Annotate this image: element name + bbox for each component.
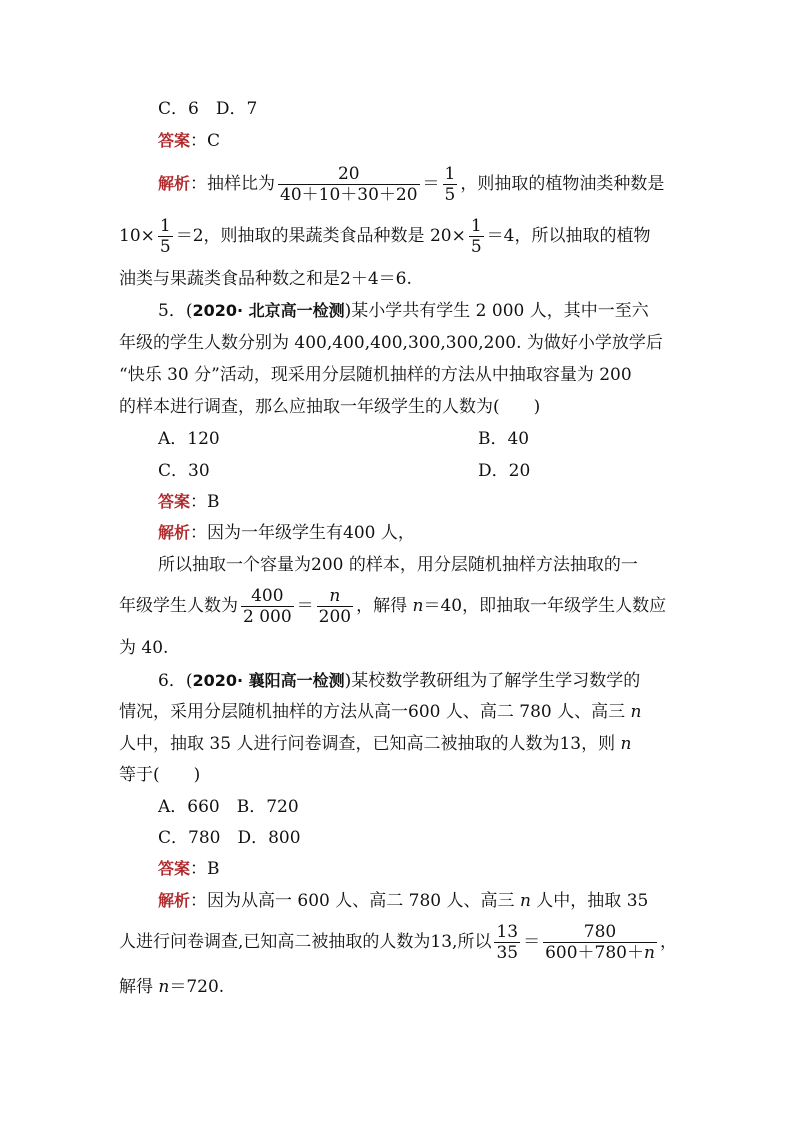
analysis-label: 解析	[158, 523, 191, 542]
q4-answer-line: 答案：C	[158, 131, 221, 151]
fraction: $\frac{780}{600+780+n}$	[545, 922, 655, 963]
q5-option-d: D．20	[478, 461, 531, 481]
q5-analysis-line-4: 为 40.	[119, 638, 169, 658]
answer-label: 答案	[158, 859, 191, 878]
q6-options-cd: C．780 D．800	[158, 828, 301, 848]
analysis-label: 解析	[158, 891, 191, 910]
q5-analysis-line-3: 年级学生人数为 $\frac{400}{2 000}$ ＝ $\frac{n}{200}$ ，解得 n＝40，即抽取一年级学生人数应	[119, 586, 667, 627]
answer-value: B	[207, 492, 220, 512]
q6-stem-line-3: 人中，抽取 35 人进行问卷调查，已知高二被抽取的人数为13，则 n	[119, 734, 632, 754]
q5-option-a: A．120	[158, 429, 220, 449]
fraction: $\frac{400}{2 000}$	[243, 586, 292, 627]
q6-stem-line-1: 6．(2020· 襄阳高一检测)某校数学教研组为了解学生学习数学的	[158, 671, 641, 691]
q6-analysis-line-2: 人进行问卷调查,已知高二被抽取的人数为13,所以 $\frac{13}{35}$ ＝ $\frac{780}{600+780+n}$ ，	[119, 922, 677, 963]
q4-analysis-line-3: 油类与果蔬类食品种数之和是2＋4＝6.	[119, 269, 412, 289]
fraction: $\frac{20}{40+10+30+20}$	[280, 164, 418, 205]
fraction: $\frac{n}{200}$	[318, 586, 352, 627]
fraction: $\frac{1}{5}$	[444, 164, 456, 205]
q4-options-cd: C．6 D．7	[158, 99, 258, 119]
fraction: $\frac{1}{5}$	[470, 216, 482, 257]
q5-analysis-line-1: 解析：因为一年级学生有400 人，	[158, 523, 415, 543]
q5-option-c: C．30	[158, 461, 210, 481]
answer-label: 答案	[158, 131, 191, 150]
q6-stem-line-4: 等于( )	[119, 765, 201, 785]
q6-analysis-line-3: 解得 n＝720.	[119, 977, 225, 997]
q5-stem-line-1: 5．(2020· 北京高一检测)某小学共有学生 2 000 人，其中一至六	[158, 301, 649, 321]
q5-answer-line: 答案：B	[158, 492, 220, 512]
q5-option-b: B．40	[478, 429, 530, 449]
q4-analysis-line-2: 10× $\frac{1}{5}$ ＝2，则抽取的果蔬类食品种数是 20× $\frac{1}{5}$ ＝4，所以抽取的植物	[119, 216, 651, 257]
answer-value: B	[207, 859, 220, 879]
q5-stem-line-2: 年级的学生人数分别为 400,400,400,300,300,200. 为做好小学放学后	[119, 333, 663, 353]
answer-label: 答案	[158, 492, 191, 511]
fraction: $\frac{1}{5}$	[159, 216, 171, 257]
q5-analysis-line-2: 所以抽取一个容量为200 的样本，用分层随机抽样方法抽取的一	[158, 555, 638, 575]
source-tag: 2020· 襄阳高一检测	[192, 671, 345, 690]
answer-value: C	[207, 131, 221, 151]
q6-stem-line-2: 情况，采用分层随机抽样的方法从高一600 人、高二 780 人、高三 n	[119, 702, 642, 722]
source-tag: 2020· 北京高一检测	[192, 301, 345, 320]
q4-analysis-line-1: 解析：抽样比为 $\frac{20}{40+10+30+20}$ ＝ $\frac{1}{5}$ ，则抽取的植物油类种数是	[158, 164, 665, 205]
q6-options-ab: A．660 B．720	[158, 797, 299, 817]
fraction: $\frac{13}{35}$	[496, 922, 519, 963]
q5-stem-line-4: 的样本进行调查，那么应抽取一年级学生的人数为( )	[119, 397, 541, 417]
q6-answer-line: 答案：B	[158, 859, 220, 879]
q6-analysis-line-1: 解析：因为从高一 600 人、高二 780 人、高三 n 人中，抽取 35	[158, 891, 649, 911]
analysis-label: 解析	[158, 174, 191, 193]
q5-stem-line-3: “快乐 30 分”活动，现采用分层随机抽样的方法从中抽取容量为 200	[119, 365, 632, 385]
